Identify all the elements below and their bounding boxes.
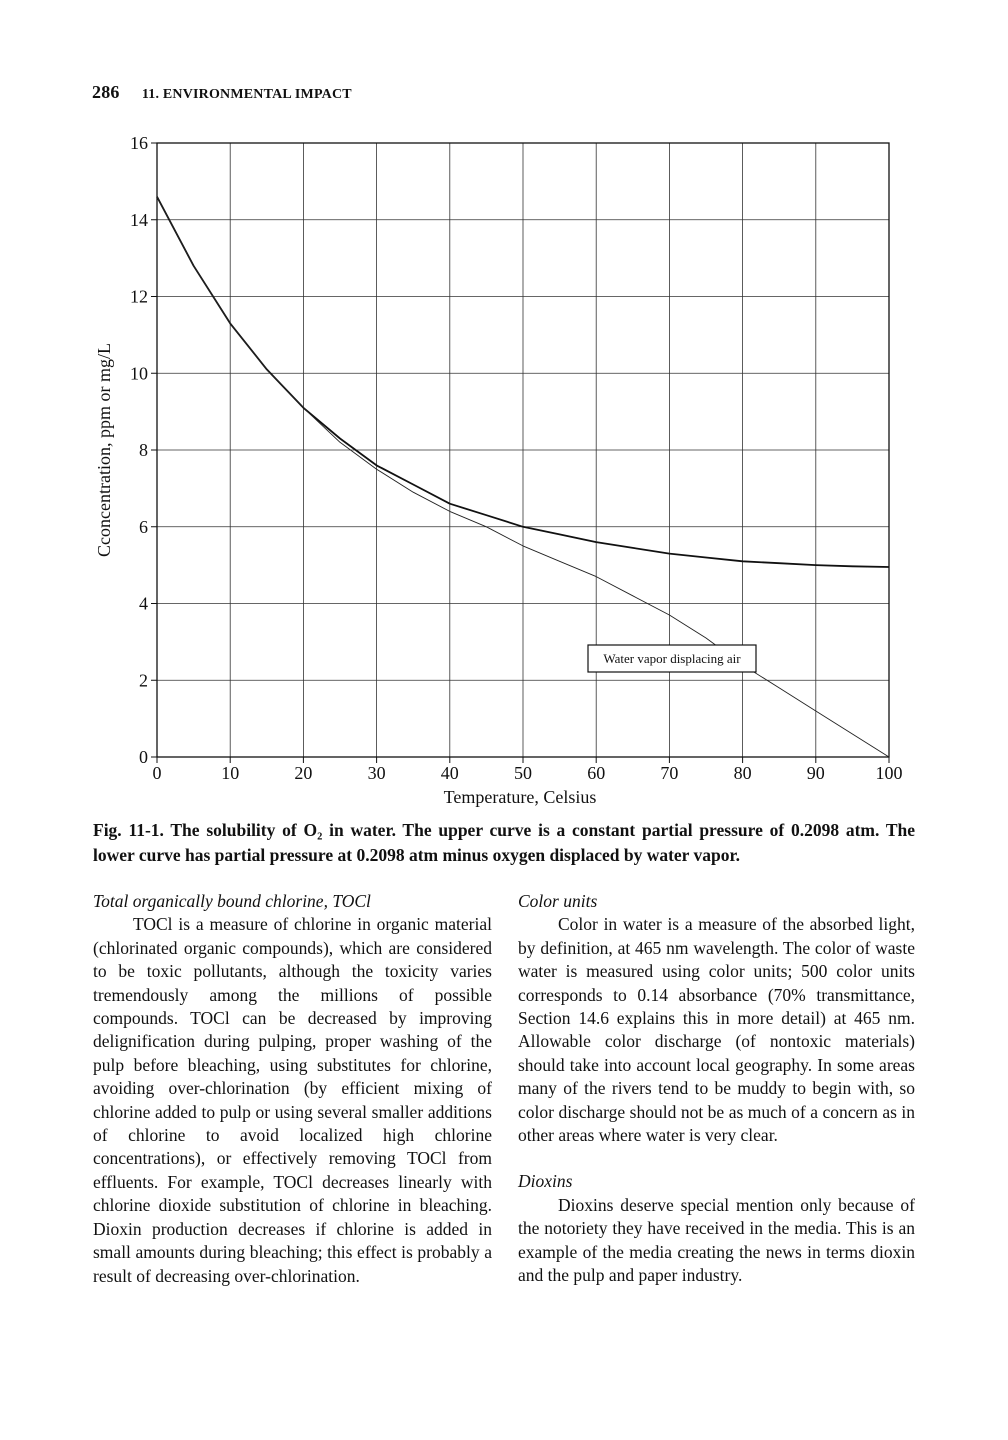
- y-tick-label: 2: [139, 670, 148, 691]
- x-tick-label: 20: [294, 763, 313, 783]
- figure-caption: Fig. 11-1. The solubility of O₂ in water. The upper curve is a constant partial pressure of 0.2098 atm. The lower curve has partial pressure at 0.2098 atm minus oxygen displaced by water vapor.: [93, 820, 915, 865]
- toci-section-title: Total organically bound chlorine, TOCl: [93, 891, 371, 911]
- chart-grid: [157, 143, 889, 757]
- y-tick-label: 8: [139, 440, 148, 460]
- y-tick-label: 6: [139, 516, 148, 537]
- x-tick-label: 90: [806, 763, 825, 783]
- x-tick-label: 60: [587, 763, 606, 783]
- dioxins-section-title: Dioxins: [518, 1171, 573, 1192]
- x-tick-label: 50: [514, 763, 532, 783]
- y-tick-label: 12: [130, 286, 148, 307]
- y-tick-label: 0: [139, 747, 148, 767]
- x-axis-label: Temperature, Celsius: [443, 787, 597, 807]
- x-tick-label: 40: [440, 763, 459, 783]
- y-axis-label: Cconcentration, ppm or mg/L: [94, 343, 114, 557]
- x-tick-label: 70: [660, 763, 679, 783]
- chapter-title: 11. ENVIRONMENTAL IMPACT: [141, 87, 352, 102]
- page-number: 286: [92, 82, 120, 102]
- toci-paragraph: TOCl is a measure of chlorine in organic material (chlorinated organic compounds), which are considered to be toxic pollutants, although the toxicity varies tremendously among the millions of possible compounds. TOCl can be decreased by improving delignification during pulping, proper washing of the pulp before bleaching, using substitutes for chlorine, avoiding over-chlorination (by efficient mixing of chlorine added to pulp or using several smaller additions of chlorine to avoid localized high chlorine concentrations), or effectively removing TOCl from effluents. For example, TOCl decreases linearly with chlorine dioxide substitution of chlorine in bleaching. Dioxin production decreases if chlorine is added in small amounts during bleaching; this effect is probably a result of decreasing over-chlorination.: [93, 914, 492, 1286]
- x-tick-label: 0: [152, 763, 162, 783]
- annotation-label: Water vapor displacing air: [603, 651, 741, 666]
- chart-annotation-box: [588, 645, 756, 672]
- y-tick-label: 14: [130, 209, 148, 230]
- y-tick-label: 10: [130, 363, 148, 384]
- x-tick-label: 80: [733, 763, 752, 783]
- left-column: [93, 890, 492, 1288]
- color-units-section-title: Color units: [518, 891, 598, 911]
- y-tick-label: 4: [139, 593, 148, 614]
- x-tick-label: 10: [221, 763, 240, 783]
- y-tick-label: 16: [130, 133, 148, 153]
- dioxins-paragraph: Dioxins deserve special mention only because of the notoriety they have received in the media. This is an example of the media creating the news in terms dioxin and the pulp and paper industry.: [518, 1194, 915, 1286]
- color-units-paragraph: Color in water is a measure of the absorbed light, by definition, at 465 nm wavelength. The color of waste water is measured using color units; 500 color units corresponds to 0.14 absorbance (70% transmittance, Section 14.6 explains this in more detail) at 465 nm. Allowable color discharge (of nontoxic materials) should take into account local geography. In some areas many of the rivers tend to be muddy to begin with, so color discharge should not be as much of a concern as in other areas where water is very clear.: [518, 914, 915, 1146]
- x-tick-label: 100: [875, 763, 903, 783]
- right-column: [518, 890, 915, 1288]
- x-tick-label: 30: [367, 763, 386, 783]
- chart-ticks: [130, 133, 903, 783]
